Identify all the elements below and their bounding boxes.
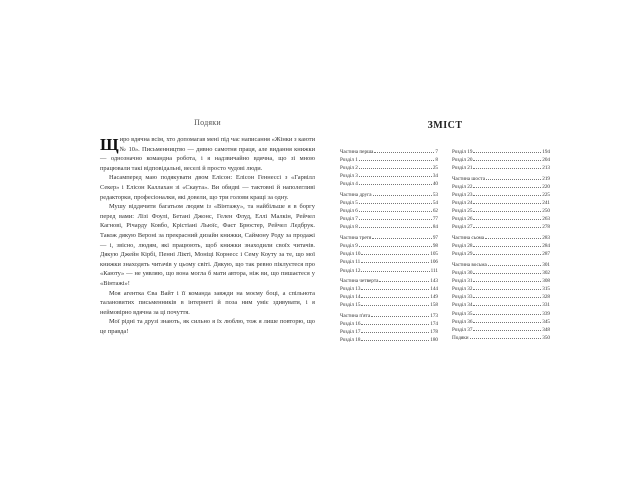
toc-chapter-row [340,199,438,207]
toc-page-number: 149 [430,294,438,301]
toc-leader-dots [361,271,429,272]
toc-leader-dots [361,254,429,255]
toc-chapter-row [452,318,550,326]
acknowledgements-paragraph [100,135,315,173]
toc-page-number: 106 [430,259,438,266]
acknowledgements-paragraph: Мої рідні та друзі знають, як сильно я їх люблю, тож я лише повторю, що це правда! [100,318,315,335]
toc-chapter-row [452,301,550,309]
toc-leader-dots [359,160,435,161]
toc-leader-dots [473,152,541,153]
toc-entry-label: Частина сьома [452,235,485,242]
toc-entry-label: Розділ 9 [340,243,358,250]
toc-page-number: 331 [542,302,550,309]
toc-entry-label: Розділ 13 [340,286,361,293]
toc-page-number: 278 [542,224,550,231]
toc-chapter-row [452,285,550,293]
toc-page-number: 315 [542,286,550,293]
toc-chapter-row [340,242,438,250]
toc-chapter-row [340,207,438,215]
acknowledgements-paragraph: Насамперед маю подякувати двом Елісон: Елісон Геннессі з «Гарвілл Секер» і Елісон Каллахан зі «Скаута». Ви обидві — тактовні й наполегливі редакторки, професіоналки, які довели, що три голови кращі за одну. [100,174,315,201]
toc-entry-label: Розділ 1 [340,157,358,164]
toc-chapter-row [452,250,550,258]
toc-column-right [452,148,550,345]
toc-page-number: 302 [542,270,550,277]
toc-chapter-row [340,267,438,275]
toc-chapter-row [452,191,550,199]
toc-entry-label: Розділ 27 [452,224,473,231]
toc-entry-label: Розділ 7 [340,216,358,223]
toc-entry-label: Розділ 8 [340,224,358,231]
toc-column-left [340,148,438,345]
toc-entry-label: Частина п'ята [340,313,371,320]
toc-chapter-row [452,326,550,334]
toc-entry-label: Розділ 3 [340,173,358,180]
toc-leader-dots [473,297,541,298]
toc-entry-label: Розділ 36 [452,318,473,325]
toc-page-number: 220 [542,183,550,190]
toc-page-number: 219 [542,175,550,182]
toc-leader-dots [473,289,541,290]
toc-part-row [340,148,438,156]
toc-chapter-row [340,180,438,188]
toc-page-number: 111 [430,267,438,274]
toc-chapter-row [452,334,550,342]
toc-leader-dots [359,176,432,177]
toc-chapter-row [452,223,550,231]
toc-page-number: 284 [542,243,550,250]
toc-entry-label: Розділ 28 [452,243,473,250]
toc-part-row [340,234,438,242]
toc-page-number: 144 [430,286,438,293]
acknowledgements-title: Подяки [194,118,221,127]
toc-leader-dots [373,195,432,196]
toc-leader-dots [473,322,541,323]
toc-entry-label: Розділ 4 [340,181,358,188]
toc-entry-label: Розділ 35 [452,310,473,317]
toc-page-number: 174 [430,321,438,328]
toc-chapter-row [340,320,438,328]
paragraph-text: иро вдячна всім, хто допомагав мені під час написання «Жінки з каюти № 10». Письменництво — дивно самотня праця, але видання книжки — однозначно командна робота, і я надзвичайно вдячна, що зі мною працювали такі відповідальні, веселі й просто чудові люди. [100,136,315,172]
toc-leader-dots [473,227,541,228]
toc-page-number: 283 [542,235,550,242]
toc-chapter-row [452,199,550,207]
toc-leader-dots [371,316,429,317]
toc-page-number: 98 [432,243,438,250]
toc-entry-label: Розділ 6 [340,208,358,215]
toc-chapter-row [340,172,438,180]
toc-leader-dots [359,227,432,228]
toc-chapter-row [340,223,438,231]
toc-entry-label: Розділ 29 [452,251,473,258]
toc-leader-dots [473,246,541,247]
toc-leader-dots [473,219,541,220]
toc-page-number: 77 [432,216,438,223]
toc-chapter-row [452,207,550,215]
toc-leader-dots [470,338,542,339]
toc-chapter-row [452,215,550,223]
toc-page-number: 241 [542,200,550,207]
toc-chapter-row [340,293,438,301]
toc-page-number: 7 [435,149,438,155]
toc-page-number: 225 [542,192,550,199]
toc-page-number: 105 [430,251,438,258]
toc-leader-dots [359,203,432,204]
toc-part-row [452,261,550,269]
toc-leader-dots [372,238,432,239]
toc-chapter-row [452,310,550,318]
toc-chapter-row [340,250,438,258]
toc-entry-label: Частина третя [340,235,372,242]
toc-entry-label: Розділ 12 [340,267,361,274]
toc-page-number: 348 [542,326,550,333]
toc-leader-dots [359,184,432,185]
toc-page-number: 178 [430,329,438,336]
toc-leader-dots [473,254,541,255]
toc-entry-label: Розділ 20 [452,157,473,164]
toc-entry-label: Розділ 18 [340,337,361,344]
acknowledgements-paragraph: Моя агентка Єва Вайт і її команда завжди на моєму боці, а спільнота талановитих письменників в інтернеті й поза ним уміє здивувати, і я неймовірно вдячна за ці почуття. [100,289,315,316]
toc-chapter-row [340,285,438,293]
toc-entry-label: Розділ 37 [452,326,473,333]
toc-entry-label: Розділ 23 [452,192,473,199]
toc-page-number: 301 [542,262,550,268]
toc-entry-label: Розділ 2 [340,165,358,172]
toc-page-number: 308 [542,278,550,285]
toc-chapter-row [340,301,438,309]
toc-leader-dots [361,324,429,325]
toc-chapter-row [340,328,438,336]
toc-page-number: 62 [432,208,438,215]
toc-chapter-row [452,183,550,191]
toc-leader-dots [379,281,429,282]
toc-leader-dots [473,314,541,315]
acknowledgements-paragraph: Мушу віддячити багатьом людям із «Вінтажу», та найбільше я в боргу перед вами: Лізі Фоулі, Бетані Джонс, Гелен Флуд, Еллі Малкін, Рейчел Кагнові, Річарду Ковбо, Крістіані Льюїс, Фаєт Брюстер, Рейчел Ледбрук. Також дякую Вероні за прекрасний дизайн книжки, Саймону Роду за продажі — і, звісно, людям, які працюють, щоб книжки знаходили своїх читачів. Дякую Джейн Кірбі, Пенні Лікті, Моніці Корнесс і Сему Коуту за те, що мої книжки знаходять читачів у цьому світі. Дякую, що так ревно піклуєтеся про «Каюту» — не уявляю, що вона могла б мати автора, ніж ви, що пишаєтеся у «Вінтажі»! [100,203,315,287]
toc-leader-dots [359,219,432,220]
toc-entry-label: Розділ 25 [452,208,473,215]
toc-chapter-row [340,156,438,164]
toc-entry-label: Розділ 17 [340,329,361,336]
toc-page-number: 84 [432,224,438,231]
toc-page-number: 345 [542,318,550,325]
toc-page-number: 204 [542,157,550,164]
toc-entry-label: Розділ 26 [452,216,473,223]
toc-page-number: 34 [432,173,438,180]
toc-page-number: 40 [432,181,438,188]
toc-chapter-row [452,293,550,301]
acknowledgements-body [100,135,315,336]
toc-entry-label: Розділ 16 [340,321,361,328]
table-of-contents-page [340,118,550,345]
toc-page-number: 213 [542,165,550,172]
toc-leader-dots [361,340,429,341]
toc-chapter-row [340,336,438,344]
toc-entry-label: Розділ 11 [340,259,361,266]
toc-chapter-row [452,164,550,172]
toc-page-number: 54 [432,200,438,207]
toc-entry-label: Частина друга [340,192,372,199]
toc-entry-label: Розділ 24 [452,200,473,207]
toc-part-row [452,234,550,242]
toc-page-number: 250 [542,208,550,215]
toc-entry-label: Розділ 34 [452,302,473,309]
toc-page-number: 263 [542,216,550,223]
toc-chapter-row [340,258,438,266]
toc-page-number: 339 [542,310,550,317]
toc-page-number: 158 [430,302,438,309]
toc-leader-dots [473,211,541,212]
toc-page-number: 97 [432,235,438,242]
toc-page-number: 287 [542,251,550,258]
toc-page-number: 25 [432,165,438,172]
toc-leader-dots [359,246,432,247]
toc-leader-dots [485,238,541,239]
toc-chapter-row [340,215,438,223]
toc-entry-label: Частина четверта [340,278,379,285]
toc-leader-dots [361,297,429,298]
toc-leader-dots [473,187,541,188]
toc-entry-label: Розділ 30 [452,270,473,277]
toc-leader-dots [361,305,429,306]
toc-page-number: 350 [542,334,550,341]
toc-entry-label: Розділ 19 [452,149,473,155]
toc-leader-dots [361,332,429,333]
toc-entry-label: Частина перша [340,149,374,155]
toc-entry-label: Розділ 22 [452,183,473,190]
toc-entry-label: Частина восьма [452,262,487,268]
toc-page-number: 53 [432,192,438,199]
toc-leader-dots [473,160,541,161]
toc-page-number: 194 [542,149,550,155]
toc-leader-dots [361,262,429,263]
toc-chapter-row [452,269,550,277]
toc-title: ЗМІСТ [427,120,463,131]
toc-entry-label: Розділ 31 [452,278,473,285]
toc-leader-dots [374,152,434,153]
toc-leader-dots [473,203,541,204]
toc-entry-label: Подяки [452,334,469,341]
toc-entry-label: Розділ 10 [340,251,361,258]
toc-page-number: 180 [430,337,438,344]
toc-leader-dots [361,289,429,290]
toc-leader-dots [473,195,541,196]
toc-part-row [340,191,438,199]
toc-page-number: 328 [542,294,550,301]
toc-entry-label: Розділ 5 [340,200,358,207]
acknowledgements-page [100,118,315,336]
toc-chapter-row [452,277,550,285]
toc-entry-label: Розділ 21 [452,165,473,172]
drop-cap: Щ [100,135,119,154]
toc-leader-dots [473,168,541,169]
toc-entry-label: Розділ 15 [340,302,361,309]
toc-columns [340,148,550,345]
toc-chapter-row [452,156,550,164]
toc-leader-dots [473,330,541,331]
toc-leader-dots [473,281,541,282]
toc-leader-dots [473,273,541,274]
toc-entry-label: Розділ 32 [452,286,473,293]
toc-entry-label: Розділ 33 [452,294,473,301]
toc-leader-dots [486,179,541,180]
toc-chapter-row [340,164,438,172]
toc-entry-label: Розділ 14 [340,294,361,301]
toc-leader-dots [488,265,541,266]
toc-chapter-row [452,148,550,156]
toc-part-row [452,175,550,183]
toc-leader-dots [473,305,541,306]
toc-part-row [340,277,438,285]
toc-page-number: 143 [430,278,438,285]
toc-leader-dots [359,168,432,169]
toc-entry-label: Частина шоста [452,175,486,182]
toc-leader-dots [359,211,432,212]
toc-chapter-row [452,242,550,250]
toc-page-number: 173 [430,313,438,320]
toc-page-number: 8 [435,157,438,164]
toc-part-row [340,312,438,320]
